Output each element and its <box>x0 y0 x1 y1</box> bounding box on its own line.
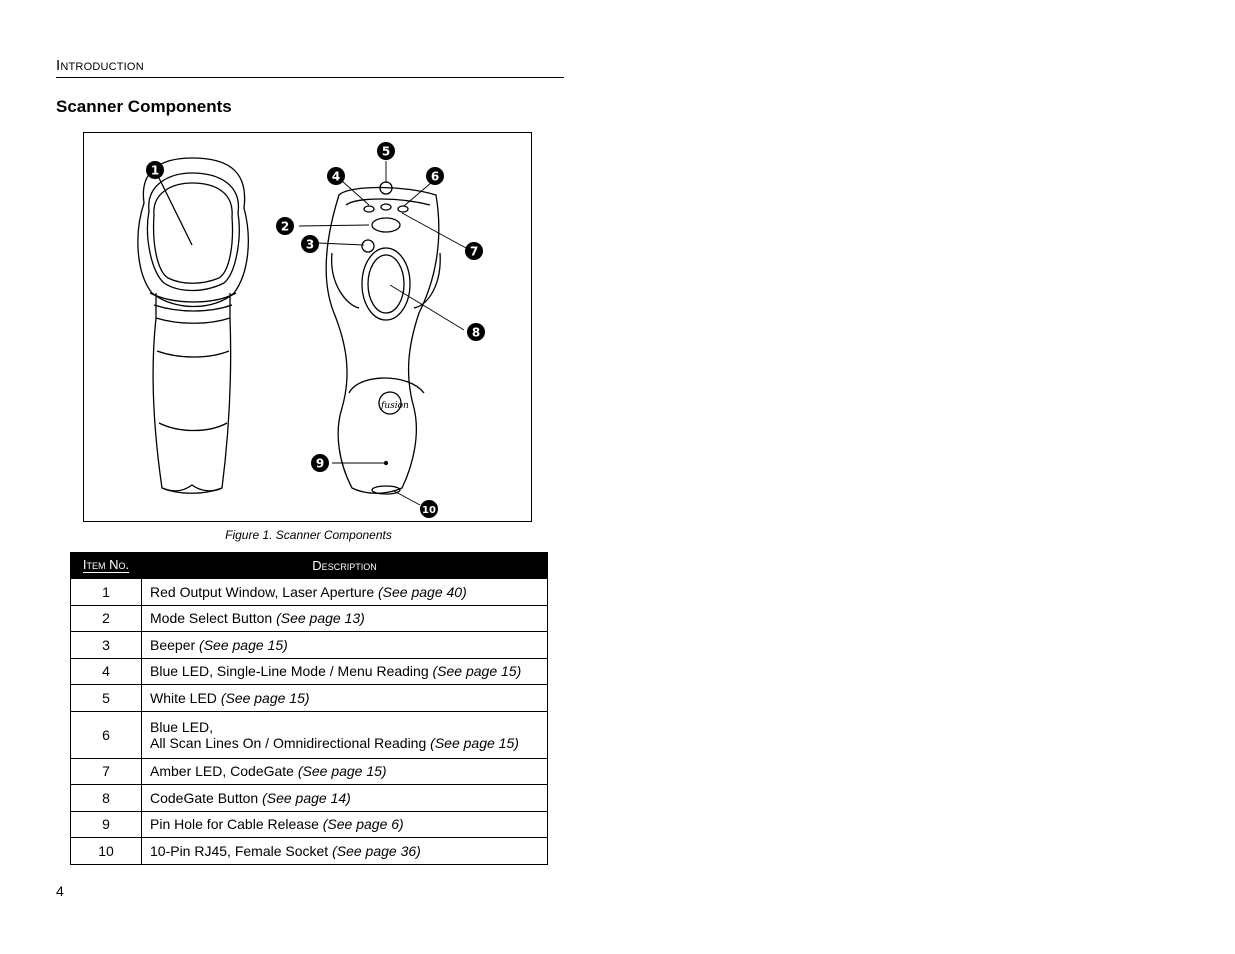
item-description: Mode Select Button (See page 13) <box>142 605 548 632</box>
item-number: 1 <box>71 579 142 606</box>
item-description: 10-Pin RJ45, Female Socket (See page 36) <box>142 838 548 865</box>
table-row <box>71 711 548 758</box>
scanner-illustration <box>84 133 533 523</box>
table-row <box>71 785 548 812</box>
table-row <box>71 605 548 632</box>
item-description: Blue LED, Single-Line Mode / Menu Reading (See page 15) <box>142 658 548 685</box>
svg-text:8: 8 <box>471 325 481 340</box>
callout-markers <box>146 142 485 518</box>
item-number: 10 <box>71 838 142 865</box>
svg-text:fusion: fusion <box>381 401 409 411</box>
callout-6 <box>426 167 444 185</box>
table-row <box>71 658 548 685</box>
callout-2 <box>276 217 294 235</box>
components-table <box>70 552 548 865</box>
item-number: 7 <box>71 758 142 785</box>
callout-3 <box>301 235 319 253</box>
callout-9 <box>311 454 329 472</box>
table-row <box>71 632 548 659</box>
svg-text:7: 7 <box>469 244 479 259</box>
svg-text:5: 5 <box>381 144 391 159</box>
scanner-figure <box>83 132 532 522</box>
svg-text:9: 9 <box>315 456 325 471</box>
column-header-item-no: Item No. <box>71 552 142 579</box>
page-number: 4 <box>56 883 64 899</box>
callout-7 <box>465 242 483 260</box>
item-description: Beeper (See page 15) <box>142 632 548 659</box>
svg-text:3: 3 <box>305 237 315 252</box>
column-header-description: Description <box>142 552 548 579</box>
svg-text:4: 4 <box>331 169 341 184</box>
table-row <box>71 579 548 606</box>
table-row <box>71 838 548 865</box>
item-number: 5 <box>71 685 142 712</box>
callout-1 <box>146 161 164 179</box>
scanner-rear-view <box>326 182 440 494</box>
item-description: Pin Hole for Cable Release (See page 6) <box>142 811 548 838</box>
item-number: 6 <box>71 711 142 758</box>
figure-caption: Figure 1. Scanner Components <box>225 528 392 542</box>
svg-text:6: 6 <box>430 169 440 184</box>
table-row <box>71 758 548 785</box>
item-number: 9 <box>71 811 142 838</box>
item-number: 4 <box>71 658 142 685</box>
table-row <box>71 685 548 712</box>
item-number: 3 <box>71 632 142 659</box>
page-title: Scanner Components <box>56 97 232 116</box>
item-number: 8 <box>71 785 142 812</box>
item-description: White LED (See page 15) <box>142 685 548 712</box>
section-header: Introduction <box>56 57 564 78</box>
scanner-front-view <box>138 158 248 493</box>
callout-10 <box>420 500 438 518</box>
table-row <box>71 811 548 838</box>
callout-8 <box>467 323 485 341</box>
item-description: Amber LED, CodeGate (See page 15) <box>142 758 548 785</box>
callout-4 <box>327 167 345 185</box>
item-description: CodeGate Button (See page 14) <box>142 785 548 812</box>
table-header-row <box>71 552 548 579</box>
item-description: Blue LED, All Scan Lines On / Omnidirectional Reading (See page 15) <box>142 711 548 758</box>
svg-text:2: 2 <box>280 219 290 234</box>
svg-text:10: 10 <box>422 505 436 516</box>
item-number: 2 <box>71 605 142 632</box>
item-description: Red Output Window, Laser Aperture (See page 40) <box>142 579 548 606</box>
callout-5 <box>377 142 395 160</box>
svg-text:1: 1 <box>150 163 160 178</box>
